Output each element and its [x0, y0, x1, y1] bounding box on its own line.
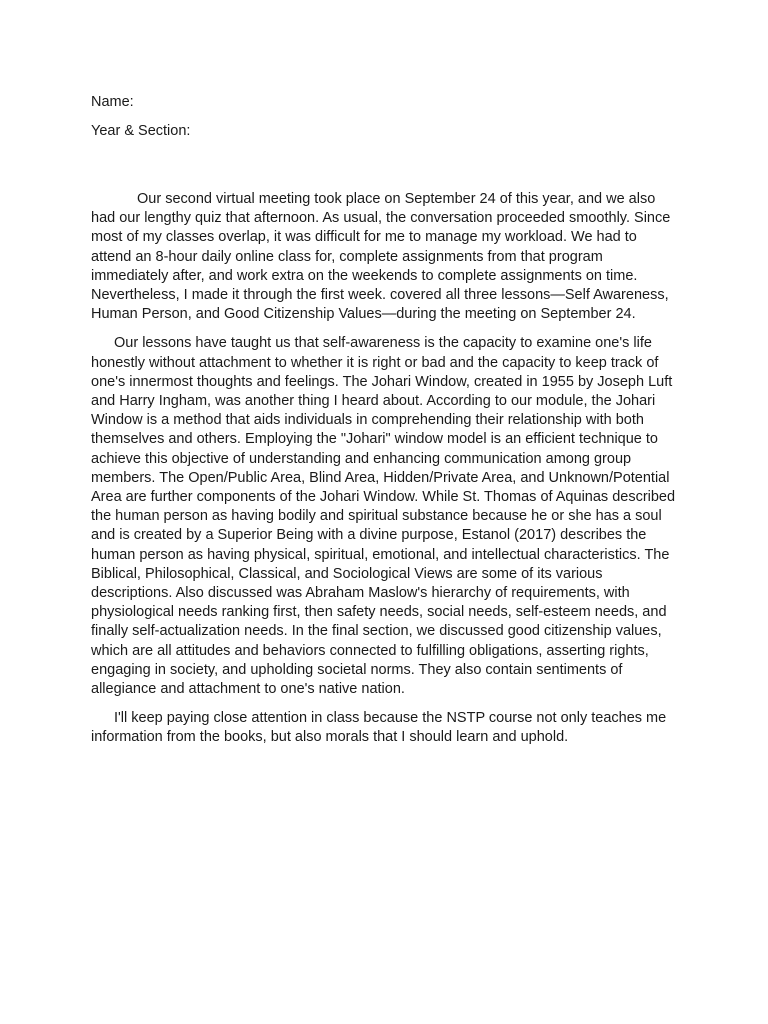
- name-label: Name:: [91, 94, 134, 110]
- year-section-label: Year & Section:: [91, 123, 191, 139]
- document-page: [91, 93, 681, 758]
- paragraph-1: Our second virtual meeting took place on September 24 of this year, and we also had our lengthy quiz that afternoon. As usual, the conversation proceeded smoothly. Since most of my classes overlap, it was difficult for me to manage my workload. We had to attend an 8-hour daily online class for, complete assignments from that program immediately after, and work extra on the weekends to complete assignments on time. Nevertheless, I made it through the first week. covered all three lessons—Self Awareness, Human Person, and Good Citizenship Values—during the meeting on September 24.: [91, 191, 671, 323]
- essay-body: [91, 190, 681, 748]
- paragraph-3: I'll keep paying close attention in class because the NSTP course not only teaches me information from the books, but also morals that I should learn and uphold.: [91, 710, 667, 746]
- paragraph-2: Our lessons have taught us that self-awareness is the capacity to examine one's life honestly without attachment to whether it is right or bad and the capacity to keep track of one's innermost thoughts and feelings. The Johari Window, created in 1955 by Joseph Luft and Harry Ingham, was another thing I heard about. According to our module, the Johari Window is a method that aids individuals in comprehending their relationship with both themselves and others. Employing the "Johari" window model is an efficient technique to achieve this objective of understanding and enhancing communication among group members. The Open/Public Area, Blind Area, Hidden/Private Area, and Unknown/Potential Area are further components of the Johari Window. While St. Thomas of Aquinas described the human person as having bodily and spiritual substance because he or she has a soul and is created by a Superior Being with a divine purpose, Estanol (2017) describes the human person as having physical, spiritual, emotional, and intellectual characteristics. The Biblical, Philosophical, Classical, and Sociological Views are some of its various descriptions. Also discussed was Abraham Maslow's hierarchy of requirements, with physiological needs ranking first, then safety needs, social needs, self-esteem needs, and finally self-actualization needs. In the final section, we discussed good citizenship values, which are all attitudes and behaviors connected to fulfilling obligations, asserting rights, engaging in society, and upholding societal norms. They also contain sentiments of allegiance and attachment to one's native nation.: [91, 335, 676, 698]
